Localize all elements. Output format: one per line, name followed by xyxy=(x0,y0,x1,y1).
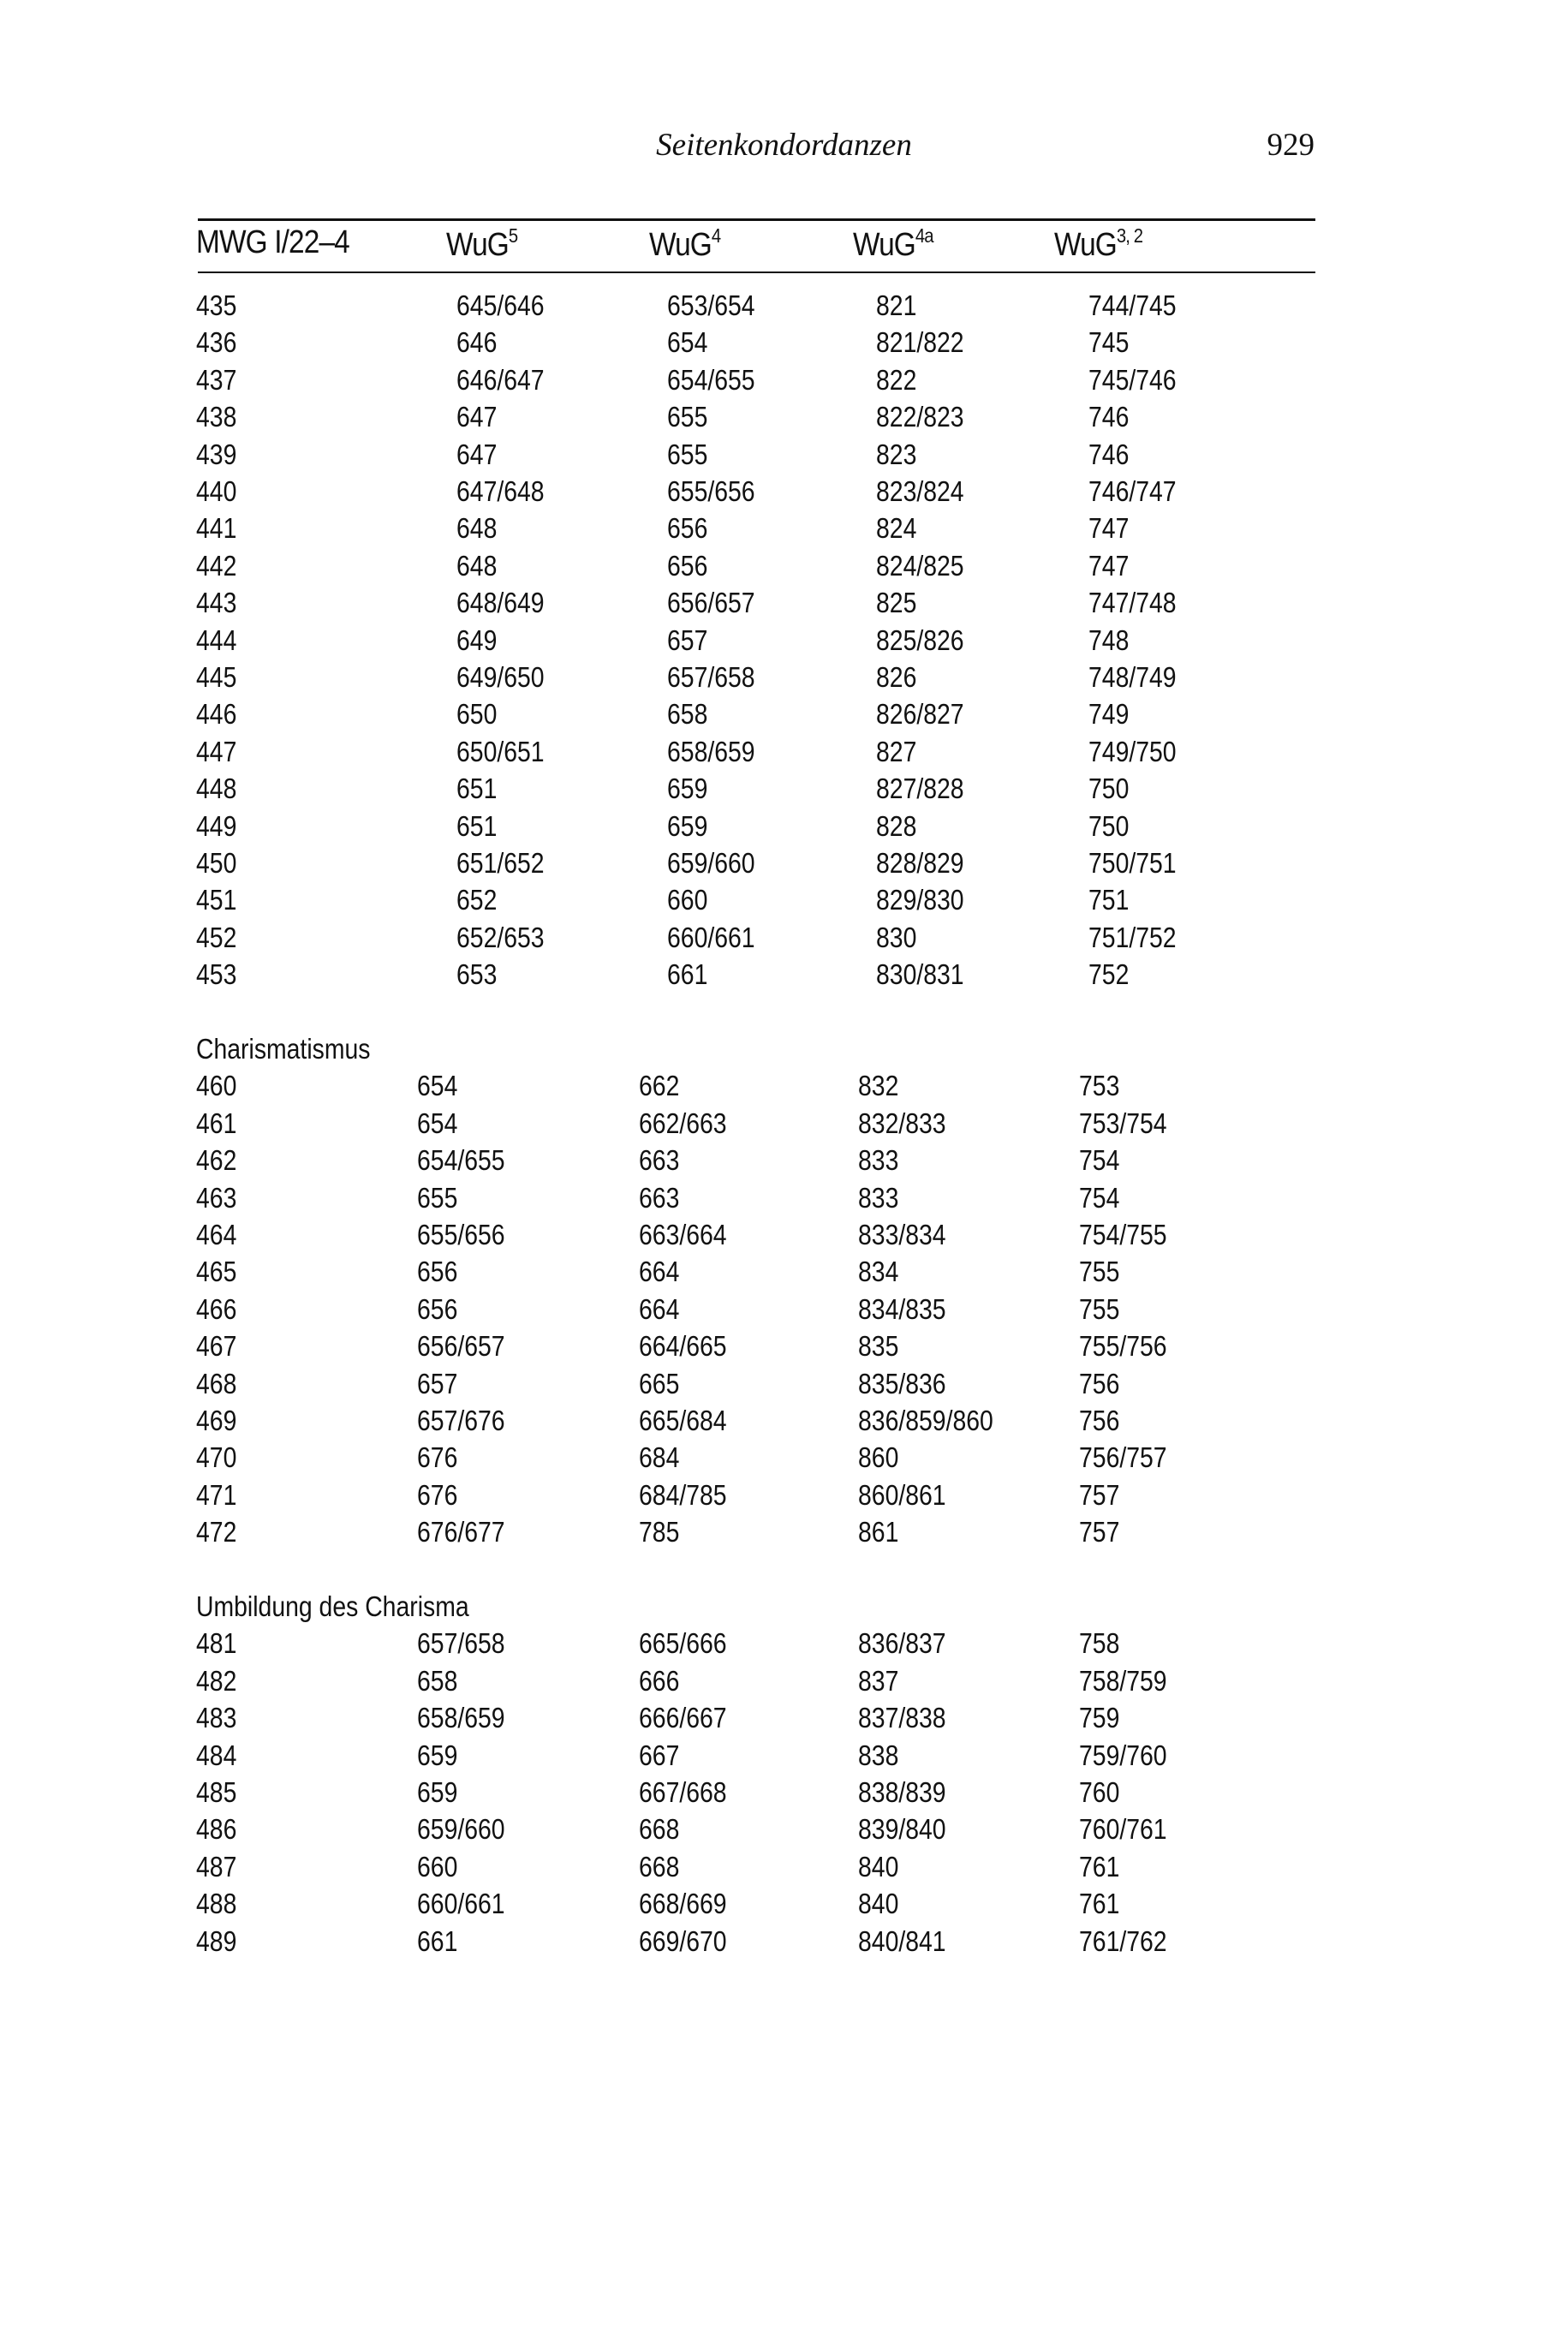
table-row xyxy=(0,1368,1568,1405)
table-row xyxy=(0,1813,1568,1850)
table-cell: 745 xyxy=(1088,326,1130,359)
table-cell: 836/837 xyxy=(858,1627,946,1660)
table-cell: 445 xyxy=(196,661,237,693)
table-cell: 837 xyxy=(858,1664,899,1697)
table-cell: 664 xyxy=(639,1256,680,1288)
table-cell: 488 xyxy=(196,1888,237,1920)
table-cell: 661 xyxy=(667,958,708,991)
table-row xyxy=(0,1776,1568,1813)
table-cell: 649/650 xyxy=(456,661,545,693)
table-row xyxy=(0,587,1568,624)
table-cell: 648 xyxy=(456,512,498,545)
table-cell: 755 xyxy=(1079,1256,1120,1288)
column-header-label: WuG xyxy=(649,227,712,263)
table-cell: 750 xyxy=(1088,809,1130,842)
table-cell: 441 xyxy=(196,512,237,545)
table-cell: 442 xyxy=(196,549,237,582)
table-cell: 661 xyxy=(417,1924,458,1957)
table-cell: 750/751 xyxy=(1088,847,1177,879)
table-cell: 658/659 xyxy=(417,1702,505,1734)
table-cell: 664/665 xyxy=(639,1330,727,1363)
table-header-rule xyxy=(198,271,1315,273)
table-cell: 470 xyxy=(196,1441,237,1474)
table-row xyxy=(0,1665,1568,1702)
table-cell: 655 xyxy=(667,401,708,433)
table-cell: 658 xyxy=(417,1664,458,1697)
table-cell: 756 xyxy=(1079,1367,1120,1399)
table-cell: 653 xyxy=(456,958,498,991)
table-cell: 659/660 xyxy=(667,847,755,879)
table-cell: 655 xyxy=(417,1181,458,1214)
table-cell: 835/836 xyxy=(858,1367,946,1399)
table-cell: 748/749 xyxy=(1088,661,1177,693)
table-cell: 828 xyxy=(876,809,917,842)
table-cell: 654 xyxy=(417,1070,458,1102)
table-row xyxy=(0,736,1568,773)
column-header-label: WuG xyxy=(853,227,915,263)
table-cell: 649 xyxy=(456,624,498,656)
table-cell: 663/664 xyxy=(639,1219,727,1250)
table-cell: 486 xyxy=(196,1813,237,1846)
table-row xyxy=(0,1925,1568,1962)
table-cell: 650 xyxy=(456,698,498,731)
table-row xyxy=(0,1851,1568,1888)
running-head: Seitenkondordanzen xyxy=(656,128,912,163)
table-row xyxy=(0,661,1568,698)
table-row xyxy=(0,1293,1568,1330)
column-header-superscript: 3, 2 xyxy=(1116,224,1143,247)
table-cell: 467 xyxy=(196,1330,237,1363)
table-cell: 663 xyxy=(639,1144,680,1177)
table-row xyxy=(0,773,1568,809)
table-cell: 664 xyxy=(639,1292,680,1325)
table-cell: 667 xyxy=(639,1739,680,1771)
table-cell: 822 xyxy=(876,363,917,396)
column-header-label: WuG xyxy=(446,227,509,263)
table-cell: 861 xyxy=(858,1516,899,1548)
table-cell: 823/824 xyxy=(876,475,964,507)
table-cell: 651/652 xyxy=(456,847,545,879)
table-cell: 832 xyxy=(858,1070,899,1102)
table-row xyxy=(0,1256,1568,1292)
table-cell: 663 xyxy=(639,1181,680,1214)
table-cell: 461 xyxy=(196,1107,237,1139)
table-cell: 751 xyxy=(1088,884,1130,916)
table-cell: 826/827 xyxy=(876,698,964,731)
table-cell: 656 xyxy=(667,512,708,545)
table-cell: 860/861 xyxy=(858,1478,946,1511)
table-cell: 839/840 xyxy=(858,1813,946,1846)
table-cell: 750 xyxy=(1088,773,1130,805)
table-cell: 838 xyxy=(858,1739,899,1771)
table-cell: 668 xyxy=(639,1813,680,1846)
table-cell: 448 xyxy=(196,773,237,805)
table-row xyxy=(0,847,1568,884)
table-cell: 827/828 xyxy=(876,773,964,805)
table-cell: 659 xyxy=(667,809,708,842)
table-cell: 758 xyxy=(1079,1627,1120,1660)
table-cell: 761 xyxy=(1079,1850,1120,1882)
table-cell: 656/657 xyxy=(417,1330,505,1363)
table-cell: 746 xyxy=(1088,438,1130,470)
column-header-superscript: 4 xyxy=(711,224,721,247)
table-row xyxy=(0,958,1568,995)
table-row xyxy=(0,550,1568,587)
table-cell: 652 xyxy=(456,884,498,916)
table-cell: 665/684 xyxy=(639,1405,727,1436)
table-cell: 830/831 xyxy=(876,958,964,991)
table-cell: 487 xyxy=(196,1850,237,1882)
table-cell: 761 xyxy=(1079,1888,1120,1920)
table-cell: 668 xyxy=(639,1850,680,1882)
table-cell: 755/756 xyxy=(1079,1330,1167,1363)
table-row xyxy=(0,698,1568,735)
table-cell: 668/669 xyxy=(639,1888,727,1920)
table-cell: 471 xyxy=(196,1478,237,1511)
table-row xyxy=(0,1479,1568,1516)
table-cell: 756/757 xyxy=(1079,1441,1167,1474)
table-row xyxy=(0,401,1568,438)
table-cell: 823 xyxy=(876,438,917,470)
table-cell: 821 xyxy=(876,289,917,321)
table-cell: 825/826 xyxy=(876,624,964,656)
table-cell: 446 xyxy=(196,698,237,731)
table-cell: 665/666 xyxy=(639,1627,727,1660)
table-cell: 662/663 xyxy=(639,1107,727,1139)
table-cell: 832/833 xyxy=(858,1107,946,1139)
table-cell: 647/648 xyxy=(456,475,545,507)
table-cell: 660 xyxy=(667,884,708,916)
table-row xyxy=(0,1888,1568,1924)
table-cell: 472 xyxy=(196,1516,237,1548)
table-cell: 655/656 xyxy=(667,475,755,507)
table-cell: 464 xyxy=(196,1219,237,1250)
table-cell: 440 xyxy=(196,475,237,507)
table-cell: 665 xyxy=(639,1367,680,1399)
table-cell: 761/762 xyxy=(1079,1924,1167,1957)
table-cell: 827 xyxy=(876,735,917,767)
table-cell: 653/654 xyxy=(667,289,755,321)
table-cell: 840 xyxy=(858,1850,899,1882)
table-cell: 667/668 xyxy=(639,1776,727,1808)
table-cell: 485 xyxy=(196,1776,237,1808)
table-row xyxy=(0,1441,1568,1478)
table-top-rule xyxy=(198,218,1315,221)
table-cell: 465 xyxy=(196,1256,237,1288)
table-cell: 658 xyxy=(667,698,708,731)
table-cell: 650/651 xyxy=(456,735,545,767)
table-cell: 830 xyxy=(876,921,917,953)
column-header xyxy=(196,224,349,261)
table-cell: 447 xyxy=(196,735,237,767)
table-cell: 833/834 xyxy=(858,1219,946,1250)
table-row xyxy=(0,884,1568,921)
table-cell: 652/653 xyxy=(456,921,545,953)
table-cell: 658/659 xyxy=(667,735,755,767)
column-header xyxy=(1054,224,1142,264)
table-cell: 757 xyxy=(1079,1516,1120,1548)
table-cell: 436 xyxy=(196,326,237,359)
table-row xyxy=(0,364,1568,401)
table-cell: 451 xyxy=(196,884,237,916)
table-cell: 656/657 xyxy=(667,587,755,619)
table-row xyxy=(0,1182,1568,1219)
table-cell: 654/655 xyxy=(417,1144,505,1177)
table-cell: 453 xyxy=(196,958,237,991)
table-cell: 462 xyxy=(196,1144,237,1177)
table-cell: 657 xyxy=(417,1367,458,1399)
table-cell: 760 xyxy=(1079,1776,1120,1808)
table-cell: 483 xyxy=(196,1702,237,1734)
table-row xyxy=(0,1070,1568,1107)
column-header-label: MWG I/22–4 xyxy=(196,224,349,260)
table-row xyxy=(0,1330,1568,1367)
table-cell: 659 xyxy=(667,773,708,805)
table-cell: 450 xyxy=(196,847,237,879)
table-cell: 439 xyxy=(196,438,237,470)
table-cell: 648 xyxy=(456,549,498,582)
table-cell: 651 xyxy=(456,809,498,842)
table-cell: 837/838 xyxy=(858,1702,946,1734)
table-cell: 834/835 xyxy=(858,1292,946,1325)
table-cell: 757 xyxy=(1079,1478,1120,1511)
table-cell: 469 xyxy=(196,1405,237,1436)
section-heading: Charismatismus xyxy=(196,1033,371,1065)
table-row xyxy=(0,1516,1568,1553)
table-cell: 481 xyxy=(196,1627,237,1660)
table-row xyxy=(0,624,1568,661)
table-cell: 655/656 xyxy=(417,1219,505,1250)
table-cell: 821/822 xyxy=(876,326,964,359)
table-row xyxy=(0,1144,1568,1181)
table-cell: 647 xyxy=(456,438,498,470)
table-cell: 468 xyxy=(196,1367,237,1399)
table-cell: 752 xyxy=(1088,958,1130,991)
table-cell: 826 xyxy=(876,661,917,693)
table-cell: 482 xyxy=(196,1664,237,1697)
table-cell: 646/647 xyxy=(456,363,545,396)
table-cell: 824 xyxy=(876,512,917,545)
table-cell: 666 xyxy=(639,1664,680,1697)
table-cell: 754 xyxy=(1079,1144,1120,1177)
table-cell: 489 xyxy=(196,1924,237,1957)
table-row xyxy=(0,289,1568,326)
column-header-superscript: 4a xyxy=(915,224,933,247)
table-row xyxy=(0,1107,1568,1144)
table-cell: 655 xyxy=(667,438,708,470)
table-cell: 666/667 xyxy=(639,1702,727,1734)
table-cell: 759/760 xyxy=(1079,1739,1167,1771)
table-cell: 744/745 xyxy=(1088,289,1177,321)
table-row xyxy=(0,1405,1568,1441)
table-row xyxy=(0,512,1568,549)
table-cell: 466 xyxy=(196,1292,237,1325)
table-cell: 659 xyxy=(417,1776,458,1808)
table-cell: 756 xyxy=(1079,1405,1120,1436)
table-cell: 654/655 xyxy=(667,363,755,396)
table-cell: 753 xyxy=(1079,1070,1120,1102)
table-cell: 759 xyxy=(1079,1702,1120,1734)
table-cell: 449 xyxy=(196,809,237,842)
table-cell: 747/748 xyxy=(1088,587,1177,619)
table-row xyxy=(0,1219,1568,1256)
table-cell: 438 xyxy=(196,401,237,433)
table-cell: 460 xyxy=(196,1070,237,1102)
table-cell: 825 xyxy=(876,587,917,619)
table-cell: 660/661 xyxy=(667,921,755,953)
table-cell: 684 xyxy=(639,1441,680,1474)
table-row xyxy=(0,1702,1568,1739)
table-cell: 760/761 xyxy=(1079,1813,1167,1846)
table-cell: 746/747 xyxy=(1088,475,1177,507)
section-heading: Umbildung des Charisma xyxy=(196,1590,469,1622)
table-cell: 676 xyxy=(417,1478,458,1511)
column-header-label: WuG xyxy=(1054,227,1117,263)
table-cell: 656 xyxy=(417,1256,458,1288)
table-cell: 758/759 xyxy=(1079,1664,1167,1697)
table-cell: 753/754 xyxy=(1079,1107,1167,1139)
table-cell: 754/755 xyxy=(1079,1219,1167,1250)
table-cell: 657/658 xyxy=(667,661,755,693)
table-cell: 828/829 xyxy=(876,847,964,879)
table-cell: 833 xyxy=(858,1181,899,1214)
table-cell: 656 xyxy=(667,549,708,582)
table-cell: 833 xyxy=(858,1144,899,1177)
table-cell: 840 xyxy=(858,1888,899,1920)
table-cell: 754 xyxy=(1079,1181,1120,1214)
table-cell: 755 xyxy=(1079,1292,1120,1325)
table-cell: 484 xyxy=(196,1739,237,1771)
table-cell: 749 xyxy=(1088,698,1130,731)
table-cell: 659 xyxy=(417,1739,458,1771)
table-cell: 840/841 xyxy=(858,1924,946,1957)
table-row xyxy=(0,326,1568,363)
table-cell: 662 xyxy=(639,1070,680,1102)
table-cell: 669/670 xyxy=(639,1924,727,1957)
table-cell: 749/750 xyxy=(1088,735,1177,767)
table-cell: 746 xyxy=(1088,401,1130,433)
table-cell: 437 xyxy=(196,363,237,396)
table-cell: 648/649 xyxy=(456,587,545,619)
table-row xyxy=(0,1627,1568,1664)
table-cell: 834 xyxy=(858,1256,899,1288)
column-header-superscript: 5 xyxy=(508,224,518,247)
table-cell: 747 xyxy=(1088,549,1130,582)
table-cell: 822/823 xyxy=(876,401,964,433)
table-cell: 444 xyxy=(196,624,237,656)
table-row xyxy=(0,439,1568,475)
table-cell: 660/661 xyxy=(417,1888,505,1920)
table-cell: 751/752 xyxy=(1088,921,1177,953)
table-row xyxy=(0,922,1568,958)
table-cell: 860 xyxy=(858,1441,899,1474)
table-cell: 835 xyxy=(858,1330,899,1363)
table-cell: 824/825 xyxy=(876,549,964,582)
table-cell: 747 xyxy=(1088,512,1130,545)
table-cell: 785 xyxy=(639,1516,680,1548)
table-cell: 647 xyxy=(456,401,498,433)
table-cell: 656 xyxy=(417,1292,458,1325)
table-cell: 838/839 xyxy=(858,1776,946,1808)
table-row xyxy=(0,1739,1568,1776)
table-cell: 452 xyxy=(196,921,237,953)
column-header xyxy=(446,224,517,264)
table-row xyxy=(0,475,1568,512)
table-cell: 657/676 xyxy=(417,1405,505,1436)
table-cell: 435 xyxy=(196,289,237,321)
table-cell: 676/677 xyxy=(417,1516,505,1548)
table-cell: 646 xyxy=(456,326,498,359)
table-cell: 748 xyxy=(1088,624,1130,656)
table-cell: 463 xyxy=(196,1181,237,1214)
column-header xyxy=(649,224,720,264)
table-cell: 651 xyxy=(456,773,498,805)
table-row xyxy=(0,810,1568,847)
table-cell: 657 xyxy=(667,624,708,656)
table-cell: 654 xyxy=(667,326,708,359)
table-cell: 829/830 xyxy=(876,884,964,916)
column-header xyxy=(853,224,933,264)
table-cell: 654 xyxy=(417,1107,458,1139)
page-number: 929 xyxy=(1267,128,1315,163)
table-cell: 659/660 xyxy=(417,1813,505,1846)
table-cell: 676 xyxy=(417,1441,458,1474)
table-cell: 745/746 xyxy=(1088,363,1177,396)
table-cell: 836/859/860 xyxy=(858,1405,993,1436)
table-cell: 660 xyxy=(417,1850,458,1882)
table-cell: 657/658 xyxy=(417,1627,505,1660)
table-cell: 443 xyxy=(196,587,237,619)
table-cell: 645/646 xyxy=(456,289,545,321)
table-cell: 684/785 xyxy=(639,1478,727,1511)
